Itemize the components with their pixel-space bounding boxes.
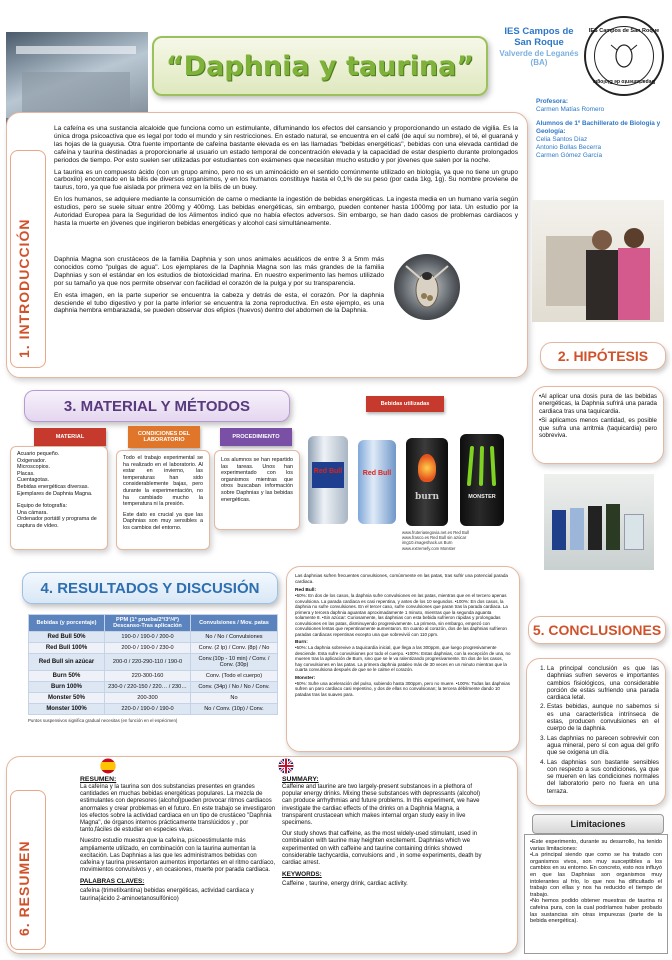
daphnia-image bbox=[394, 254, 460, 320]
summary-en-title: SUMMARY: bbox=[282, 776, 319, 783]
summary-es-paragraph: Nuestro estudio muestra que la cafeína, psicoestimulante más ampliamente utilizado, en combinación con la taurina aumentan la excitación. Las Daphnias a las que les administramos bebidas con cafeína y taurina presentaron aumentos importantes en el ritmo cardíaco, movimientos convulsivos y , en ocasiones, muerte por parada cardiaca. bbox=[80, 838, 276, 874]
limitation-item: •Este experimento, durante su desarrollo, ha tenido varias limitaciones: bbox=[530, 839, 662, 852]
discussion-intro: Las daphnias sufren frecuentes convulsiones, comúnmente en las patas, tras sufrir una potencial parada cardiaca. bbox=[295, 573, 508, 584]
school-seal: IES Campos de San Roque Departamento de Biología bbox=[584, 16, 664, 96]
intro-paragraph: En los humanos, se adquiere mediante la consumición de carne o mediante la ingestión de bebidas energéticas. La ingesta media en un humano varía según estudios, pero se suele situar entre 200mg y 400mg. Las bebidas energéticas, sin embargo, pueden contener hasta 1000mg por lata. Un estudio por la Autoridad Europea para la Seguridad de los Alimentos indicó que no había efectos adversos. Sin embargo, se han dado casos de problemas cardiacos y hasta la muerte en jóvenes que ingirieron bebidas energéticas y alcohol casi simultáneamente. bbox=[54, 196, 518, 227]
can-label: MONSTER bbox=[468, 494, 496, 500]
table-row: Burn 50% 220-300-160 Conv. (Todo el cuerpo) bbox=[29, 671, 278, 682]
summary-es-paragraph: La cafeína y la taurina son dos substancias presentes en grandes cantidades en muchas bebidas energéticas populares. La mezcla de estimulantes con depresores (alcohol)pueden provocar ritmos cardiacos anormales y crear problemas en el futuro. En este trabajo se investigaron los efectos sobre la actividad cardiaca en un tipo de crustáceo "Daphnia Magna", de órganos internos prácticamente translúcidos y , por tanto,fáciles de estudiar en especies vivas. bbox=[80, 784, 276, 834]
material-photo-equipment: Una cámara. bbox=[17, 509, 48, 516]
intro-paragraph: La cafeína es una sustancia alcaloide que funciona como un estimulante, difuminando los efectos del cansancio y proporcionando un estado de vigilia. Es la única droga psicoactiva que es legal por todo el mundo y sin restricciones. En estado natural, se encuentra en el café (de aquí su nombre), el té, el guaraná y las hojas de la guayusa. Otra fuente importante de cafeína bastante elevada es en las llamadas "bebidas energéticas", bebidas con una elevada cantidad de cafeína y taurina destinadas a proporcionarle al usuario un estado temporal de concentración elevada y la capacidad de estar despierto durante prolongados periodos de tiempo. Por esto suelen ser utilizadas por estudiantes con exámenes que necesitan mucho estudio y por jóvenes que salen por la noche. bbox=[54, 125, 518, 164]
discussion-text: •50%: La daphnia sobrevive a taquicardia inicial, que llega a las 300ppm, que luego progresivamente desciende. Esta sufre convulsiones por todo el cuerpo. •100%: Estas daphnias, con la excepción de una, no mueren tras la aplicación de Burn, sino que se le va ralentizando progresivamente. En dos de los casos, hay convulsiones en las patas. La primera daphnia pataleo más de 30 veces en un minuto mientras que la cuarta convulsiona después de que se le calme el corazón. bbox=[295, 645, 511, 673]
summary-en-paragraph: Caffeine and taurine are two largely-present substances in a plethora of popular energy drinks. Mixing these substances with depressants (alcohol) can produce arrhythmias and future problems. In this experiment, we have investigate the cardiac effects of the drinks on a Daphnia Magna, a transparent crustacean which makes internal organ study easy in live specimens. bbox=[282, 784, 481, 827]
conclusion-item: 4. Las daphnias son bastante sensibles con respecto a sus condiciones, ya que se mueren en las condiciones normales del laboratorio pero no fuera en una terraza. bbox=[547, 759, 659, 795]
table-header: Bebidas (y porcentaje) bbox=[29, 615, 105, 632]
table-footnote: Puntos suspensivos significa gradual necesitas (en función en el espécimen) bbox=[28, 718, 178, 723]
discussion-text: •50%: En dos de los casos, la daphnia sufre convulsiones en las patas, mientras que en el tercero apenas convulsiona. La parada cardiaca es casi repentina, y antes de los 10 segundos. •100%: En dos casos, la daphnia no sufre convulsiones. En el tercer caso, sufre convulsiones que paran tras la parada cardiaca. La primera y tercera daphnia aguantan aproximadamente 1 minuto, mientras que la segunda aguanta solamente 8. •Sin azúcar: Curiosamente, las daphnias con esta bebida sufrieron rápidas y prolongadas convulsiones en las patas, disminuyendo progresivamente. La primera, sin embargo, empezó con convulsiones lentas que repentinamente aumentaron. En cuanto al corazón, dos de las daphnias sufrieron paradas cardiacas repentinas excepto una que sobrevivió con 110 ppm. bbox=[295, 593, 508, 637]
summary-en-paragraph: Our study shows that caffeine, as the most widely-used stimulant, used in combination with taurine may heighten excitement. Daphnias which we experimented on with caffeine and taurine containing drinks showed considerable tachycardia, convulsions and , in some experiments, death by cardiac arrest. bbox=[282, 831, 482, 867]
experiment-cans-photo bbox=[544, 474, 654, 570]
limitations-panel bbox=[524, 834, 668, 954]
conclusions-title-box bbox=[528, 616, 666, 644]
hypothesis-panel bbox=[532, 386, 664, 464]
table-row: Red Bull 50% 190-0 / 190-0 / 200-0 No / No / Convulsiones bbox=[29, 632, 278, 643]
conclusions-panel bbox=[526, 658, 666, 806]
results-title: 4. RESULTADOS Y DISCUSIÓN bbox=[40, 579, 260, 597]
table-header: PPM (1ª prueba/2ª/3ª/4ª) Descanso-Tras aplicación bbox=[105, 615, 191, 632]
procedure-box bbox=[214, 450, 300, 530]
limitation-item: •No hemos podido obtener muestras de taurina ni cafeína pura, con la cual podríamos haber probado las sustancias sin otras impurezas (parte de la bebida energética). bbox=[530, 898, 662, 925]
daphnia-seal-icon bbox=[609, 41, 639, 71]
authors-block: Profesora: Carmen Matías Romero Alumnos de 1º Bachillerato de Biología y Geología: Celia Santos Díaz Antonio Bollas Becerra Carmen Gómez García bbox=[536, 98, 661, 159]
limitation-item: •La principal siendo que como se ha tratado con organismos vivos, son muy susceptibles a los cambios en su entorno. En concreto, esto nos influyó en que las Daphnias son organismos muy intolerantes al frío, lo que nos ha dificultado el trabajo con ellas y nos ha reducido el tiempo de trabajo. bbox=[530, 852, 662, 898]
tag-procedure: PROCEDIMIENTO bbox=[220, 428, 292, 446]
intro-paragraph: Daphnia Magna son crustáceos de la familia Daphnia y son unos animales acuáticos de entre 3 a 5mm más conocidos como "pulgas de agua". Los ejemplares de la Daphnia Magna son las más grandes de la familia Daphnias y son el estándar en los estudios de biotoxicidad marina. En nuestro experimento las hemos utilizado por su tamaño ya que nos permite observar con facilidad el corazón de la pulga y por su transparencia. bbox=[54, 256, 384, 287]
discussion-head: Red Bull: bbox=[295, 588, 317, 594]
discussion-head: Monster: bbox=[295, 675, 316, 681]
material-item: Bebidas energéticas diversas. bbox=[17, 483, 89, 490]
conditions-text: Todo el trabajo experimental se ha realizado en el laboratorio. Al estar en invierno, las temperaturas han sido considerablemente bajas, pero durante la experimentación, no ha cambiado mucho la temperatura ni la presión. bbox=[123, 455, 203, 508]
intro-section-title: 1. INTRODUCCIÓN bbox=[16, 218, 32, 358]
can-label: Red Bull bbox=[313, 468, 343, 475]
can-red-bull bbox=[308, 436, 348, 524]
table-row: Red Bull 100% 200-0 / 190-0 / 230-0 Conv. (2 lp) / Conv. (8p) / No bbox=[29, 643, 278, 654]
limitations-title-box bbox=[532, 814, 664, 834]
material-item: Ejemplares de Daphnia Magna. bbox=[17, 490, 93, 497]
intro-text bbox=[54, 125, 518, 232]
summary-en-keywords: Caffeine , taurine, energy drink, cardiac activity. bbox=[282, 881, 408, 888]
monster-claw-icon bbox=[460, 446, 504, 486]
hypothesis-item: •Al aplicar una dosis pura de las bebidas energéticas, la Daphnia sufrirá una parada cardiaca tras una taquicardia. bbox=[539, 393, 657, 415]
methods-title: 3. MATERIAL Y MÉTODOS bbox=[63, 397, 251, 415]
title-banner bbox=[152, 36, 488, 96]
hypothesis-item: •Si aplicamos menos cantidad, es posible que sufra una arritmia (taquicardia) pero sobreviva. bbox=[539, 417, 657, 440]
page-title: “Daphnia y taurina” bbox=[165, 50, 475, 82]
drinks-tag: Bebidas utilizadas bbox=[366, 396, 444, 412]
table-row: Red Bull sin azúcar 200-0 / 220-290-110 / 190-0 Conv.(10p - 10 min) / Conv. / Conv. (30p) bbox=[29, 654, 278, 671]
material-photo-equipment: Ordenador portátil y programa de captura de vídeo. bbox=[17, 516, 97, 529]
image-credits: www.fruteriasegovia.net.es Red Bull www.frasco.es Red Bull sin azúcar img10.imageshack.us Burn www.extremefy.com Monster bbox=[402, 530, 470, 551]
methods-title-box bbox=[24, 390, 290, 422]
table-row: Burn 100% 230-0 / 220-150 / 220… / 230… Conv. (34p) / No / No / Conv. bbox=[29, 682, 278, 693]
summary-section-title: 6. RESUMEN bbox=[16, 840, 32, 936]
can-monster bbox=[460, 434, 504, 526]
results-table-wrap bbox=[28, 614, 278, 723]
summary-es-title: RESUMEN: bbox=[80, 776, 117, 783]
conclusions-title: 5. CONCLUSIONES bbox=[532, 622, 662, 638]
hypothesis-title: 2. HIPÓTESIS bbox=[557, 348, 649, 364]
results-table bbox=[28, 614, 278, 715]
can-label: Red Bull bbox=[362, 470, 392, 477]
intro-text-daphnia bbox=[54, 256, 384, 319]
summary-es-keywords: cafeína (trimetilxantina) bebidas energéticas, actividad cardiaca y taurina(ácido 2-aminoetanosulfónico) bbox=[80, 888, 254, 902]
conditions-text: Este dato es crucial ya que las Daphnias son muy sensibles a los cambios del entorno. bbox=[123, 511, 203, 531]
table-row: Monster 100% 220-0 / 190-0 / 190-0 No / Conv. (10p) / Conv. bbox=[29, 704, 278, 715]
material-item: Placas. bbox=[17, 470, 35, 477]
intro-paragraph: En esta imagen, en la parte superior se encuentra la cabeza y detrás de esta, el corazón. Por la daphnia desciende el tubo digestivo y por la parte inferior se encuentra la zona reproductiva. En este ejemplo, es una daphnia hembra embarazada, se pueden observar dos efipios (huevos) dentro del abdomen de la Daphnia. bbox=[54, 291, 384, 315]
spain-flag-icon bbox=[100, 758, 116, 774]
daphnia-icon bbox=[394, 254, 460, 320]
material-photo-equipment: Equipo de fotografía: bbox=[17, 503, 68, 510]
hypothesis-title-box bbox=[540, 342, 666, 370]
conditions-box bbox=[116, 450, 210, 550]
discussion-head: Burn: bbox=[295, 640, 308, 646]
discussion-text: •50%: Sufre una aceleración del pulso, subiendo hasta 300ppm, pero no muere. •100%: Todas las daphnias sufren un paro cardiaco casi repentino, y dos de ellas no convulsionan; la tercera débilmente dando 10 patadas tras las suaves para. bbox=[295, 680, 510, 697]
summary-en-keywords-title: KEYWORDS: bbox=[282, 871, 322, 879]
table-header: Convulsiones / Mov. patas bbox=[191, 615, 278, 632]
summary-es-keywords-title: PALABRAS CLAVES: bbox=[80, 878, 145, 886]
summary-english bbox=[282, 776, 482, 888]
material-item: Oxigenador. bbox=[17, 457, 47, 464]
summary-spanish bbox=[80, 776, 276, 903]
discussion-panel bbox=[286, 566, 520, 752]
material-item: Microscopios. bbox=[17, 464, 50, 471]
uk-flag-icon bbox=[278, 758, 294, 774]
material-item: Cuentagotas. bbox=[17, 477, 50, 484]
intro-paragraph: La taurina es un compuesto ácido (con un grupo amino, pero no es un aminoácido en el sentido comúnmente utilizado en biología, ya que no tiene un grupo carboxilo) encontrado en la bilis de diversos organismos, y en los humanos constituye hasta el 0,1% de su peso (por cada 1kg, 1g). Su nombre proviene de taurus, toro, ya que fue aislada por primera vez en la bilis de un buey. bbox=[54, 168, 518, 192]
procedure-text: Los alumnos se han repartido las tareas. Unos han experimentado con los organismos mientras que otros buscaban información sobre Daphnias y las bebidas energéticas. bbox=[221, 457, 293, 503]
can-label: burn bbox=[414, 492, 440, 502]
conclusions-list bbox=[533, 665, 659, 795]
results-title-box bbox=[22, 572, 278, 604]
table-row: Monster 50% 200-300 No bbox=[29, 693, 278, 704]
can-burn bbox=[406, 438, 448, 526]
material-item: Acuario pequeño. bbox=[17, 451, 60, 457]
limitations-title: Limitaciones bbox=[570, 819, 626, 829]
conclusion-item: 3. Las daphnias no parecen sobrevivir con agua mineral, pero sí con agua del grifo que se oxigena un día. bbox=[547, 735, 659, 757]
tag-material: MATERIAL bbox=[34, 428, 106, 446]
can-red-bull-sugarfree bbox=[358, 440, 396, 524]
conclusion-item: 2. Estas bebidas, aunque no sabemos si es una característica intrínseca de estas, producen convulsiones en el cuerpo de la daphnia. bbox=[547, 703, 659, 732]
conclusion-item: 1. La principal conclusión es que las daphnias sufren severos e importantes cambios fisiológicos, una considerable porción de estas sufriendo una parada cardiaca letal. bbox=[547, 665, 659, 701]
material-box bbox=[10, 446, 108, 550]
tag-conditions: CONDICIONES DEL LABORATORIO bbox=[128, 426, 200, 448]
school-name: IES Campos de San Roque Valverde de Leganés (BA) bbox=[499, 26, 579, 67]
students-photo bbox=[532, 200, 664, 322]
